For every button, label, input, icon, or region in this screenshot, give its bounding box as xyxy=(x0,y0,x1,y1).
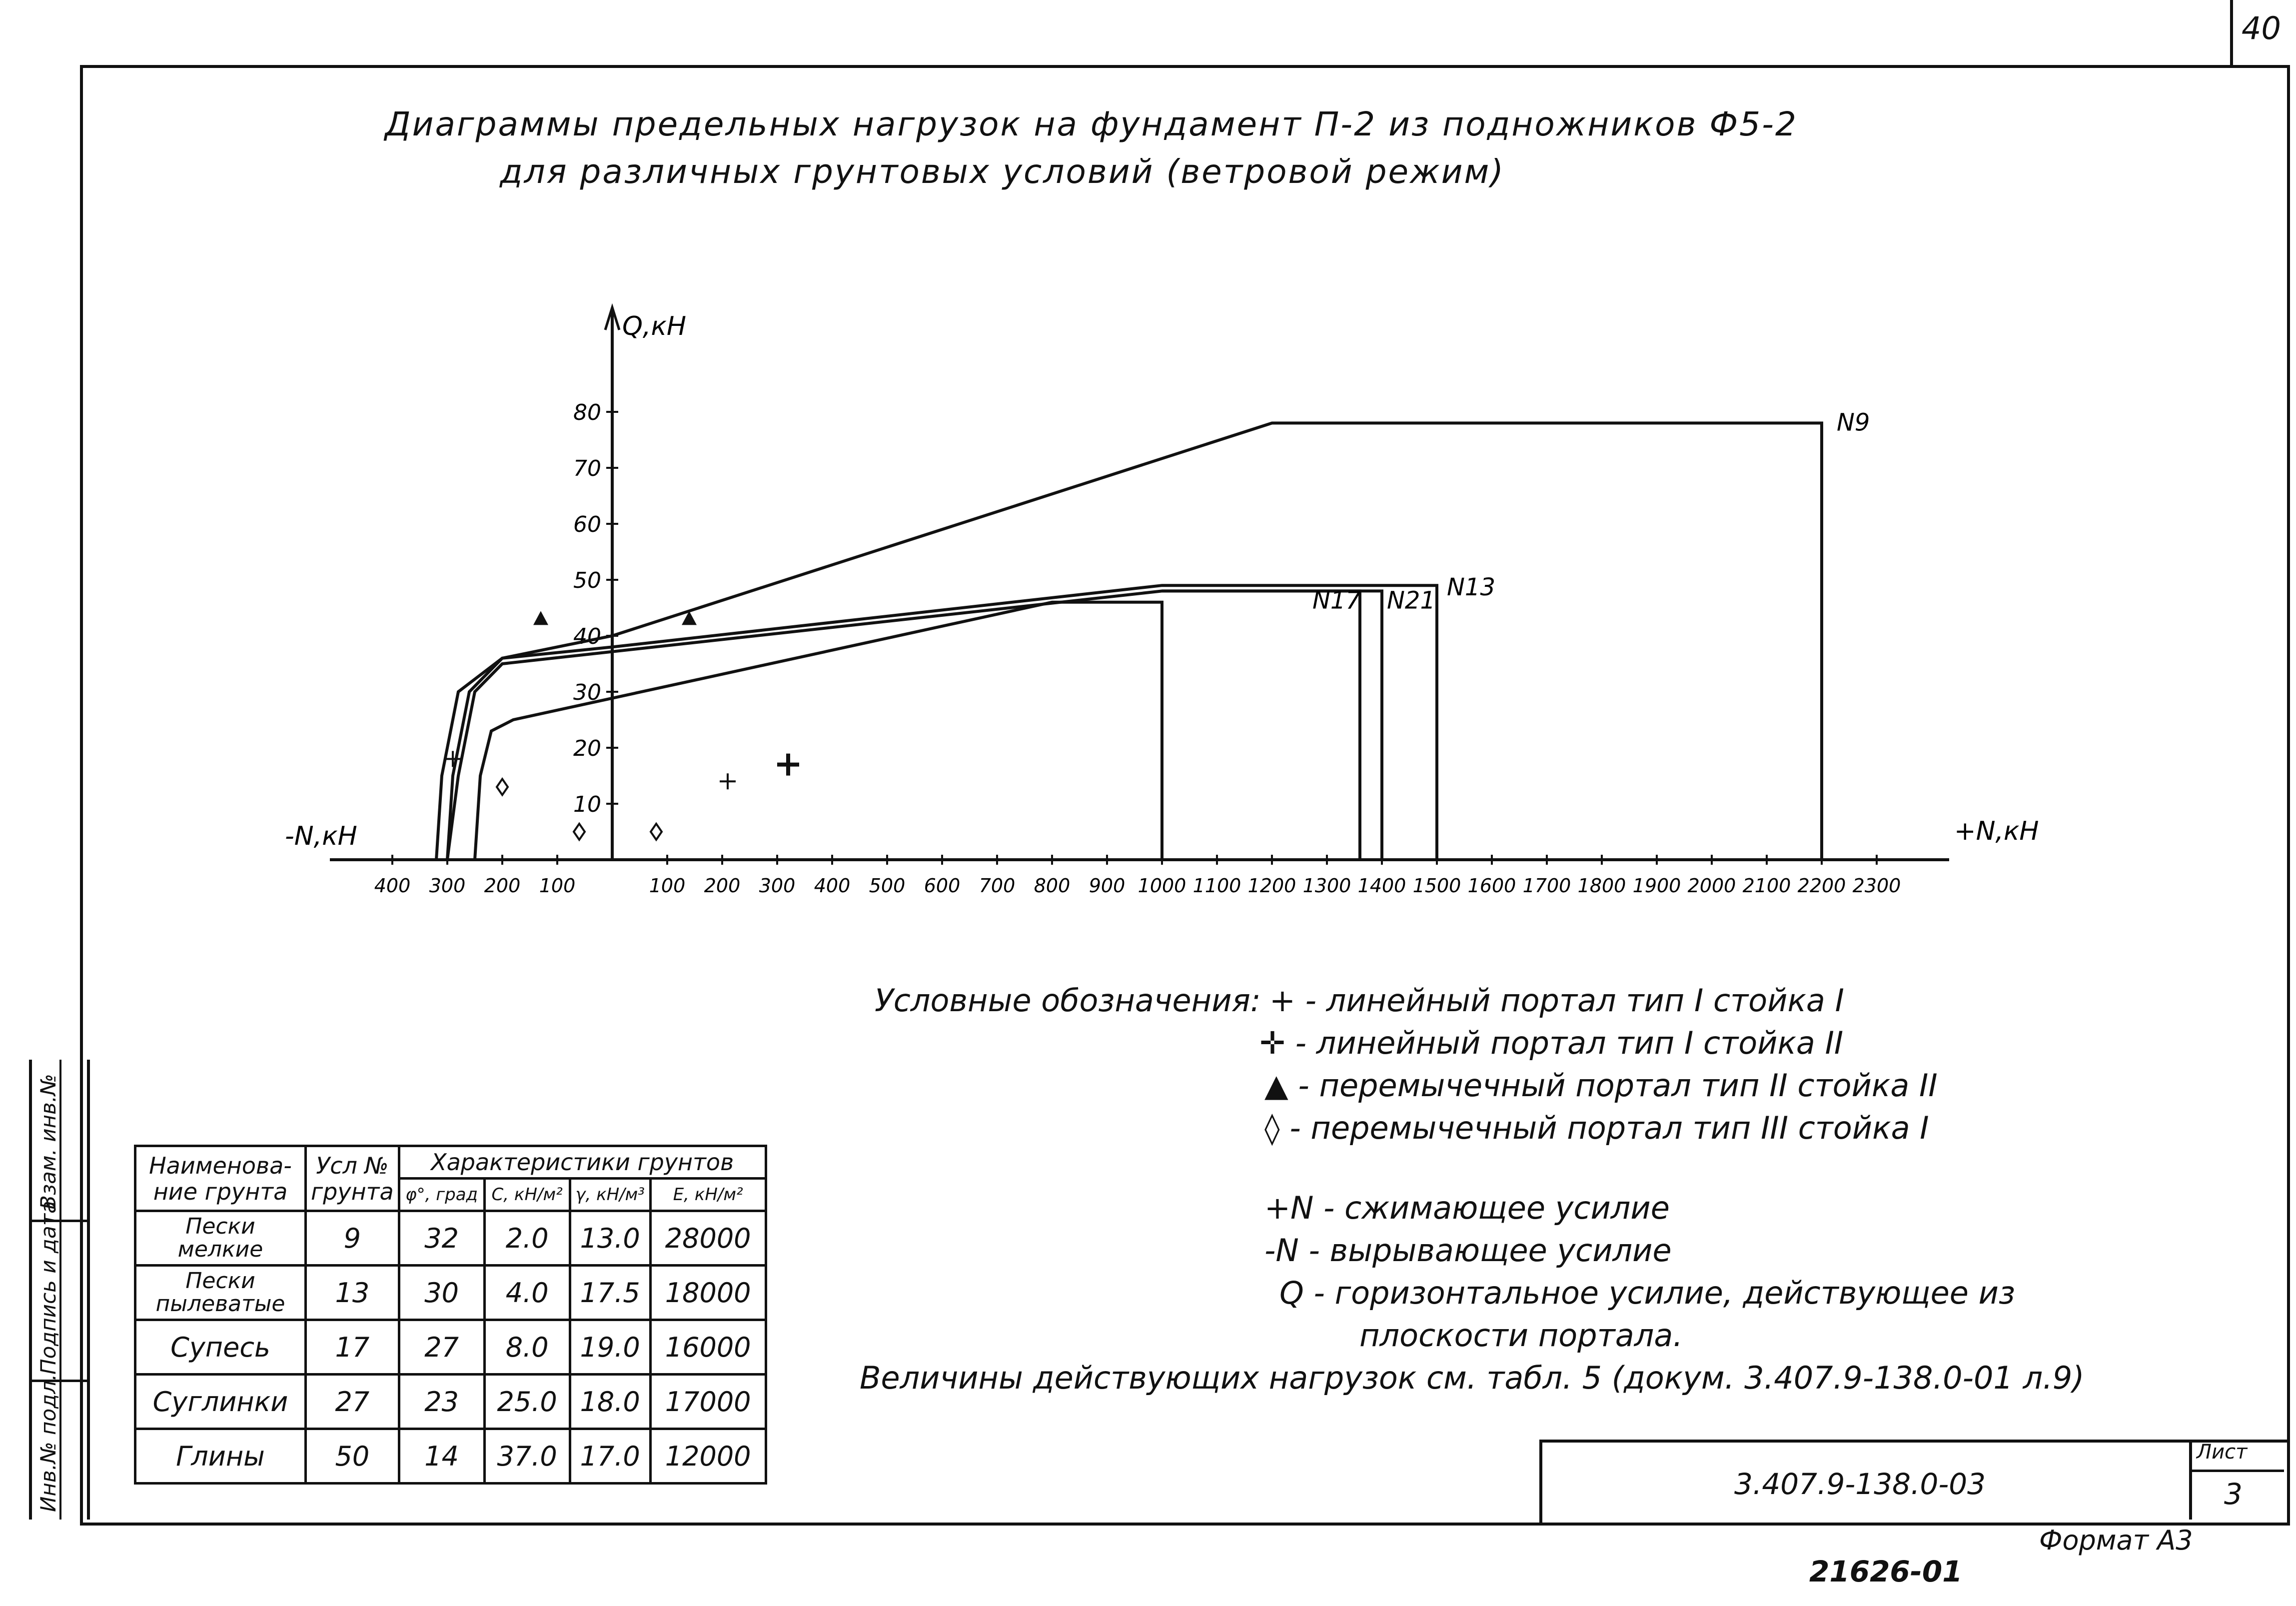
x-tick-label: 200 xyxy=(484,875,521,897)
marker-plus xyxy=(720,773,736,789)
legend-note: Q - горизонтальное усилие, действующее из xyxy=(1279,1275,2015,1311)
table-row xyxy=(135,1266,766,1320)
table-header: Характеристики грунтов xyxy=(399,1146,766,1179)
legend-item: ◊ - перемычечный портал тип III стойка I xyxy=(1264,1110,1929,1146)
table-cell: 13.0 xyxy=(570,1211,650,1266)
side-stamp xyxy=(29,1060,90,1520)
table-cell: 9 xyxy=(306,1211,399,1266)
side-stamp-label: Подпись и дата xyxy=(36,1201,60,1375)
table-cell: 27 xyxy=(399,1320,484,1375)
legend-footer: Величины действующих нагрузок см. табл. 5 (докум. 3.407.9-138.0-01 л.9) xyxy=(860,1360,2085,1396)
marker-diamond xyxy=(651,824,662,840)
table-cell: 32 xyxy=(399,1211,484,1266)
marker-diamond xyxy=(574,824,585,840)
marker-plus xyxy=(777,754,799,776)
x-tick-label: 1000 xyxy=(1138,875,1186,897)
x-tick-label: 500 xyxy=(869,875,906,897)
x-tick-label: 1300 xyxy=(1302,875,1351,897)
page-number: 40 xyxy=(2242,10,2281,46)
table-cell: 25.0 xyxy=(484,1375,570,1429)
series-line xyxy=(1162,591,1360,860)
table-cell: Супесь xyxy=(135,1320,306,1375)
table-cell: 16000 xyxy=(650,1320,766,1375)
table-cell: 4.0 xyxy=(484,1266,570,1320)
series-label: N21 xyxy=(1387,586,1435,615)
table-cell: 50 xyxy=(306,1429,399,1484)
title-block-divider xyxy=(2189,1440,2192,1520)
x-tick-label: 600 xyxy=(924,875,961,897)
format-label: Формат А3 xyxy=(2039,1525,2193,1556)
x-tick-label: 200 xyxy=(704,875,741,897)
side-stamp-label: Инв.№ подл. xyxy=(36,1374,60,1512)
table-cell: Пески мелкие xyxy=(135,1211,306,1266)
x-tick-label: 1700 xyxy=(1522,875,1571,897)
table-cell: Суглинки xyxy=(135,1375,306,1429)
y-tick-label: 50 xyxy=(573,568,601,593)
series-label: N17 xyxy=(1312,586,1361,615)
legend-item: + - линейный портал тип I стойка I xyxy=(1269,982,1844,1019)
x-tick-label: 400 xyxy=(814,875,851,897)
x-axis-pos-label: +N,кН xyxy=(1954,816,2039,846)
table-subheader: φ°, град xyxy=(399,1179,484,1211)
table-cell: 18.0 xyxy=(570,1375,650,1429)
x-tick-label: 1900 xyxy=(1632,875,1681,897)
table-cell: 17.5 xyxy=(570,1266,650,1320)
y-tick-label: 40 xyxy=(573,624,601,649)
table-cell: 30 xyxy=(399,1266,484,1320)
chart-title-line1: Диаграммы предельных нагрузок на фундамент П-2 из подножников Ф5-2 xyxy=(385,105,1798,143)
legend-item: ▲ - перемычечный портал тип II стойка II xyxy=(1264,1067,1938,1104)
x-tick-label: 300 xyxy=(429,875,466,897)
side-stamp-label: Взам. инв.№ xyxy=(36,1074,60,1210)
x-tick-label: 900 xyxy=(1089,875,1126,897)
table-header: Наименова-ние грунта xyxy=(135,1146,306,1211)
y-tick-label: 80 xyxy=(573,400,601,425)
table-subheader: C, кН/м² xyxy=(484,1179,570,1211)
table-header: Усл № грунта xyxy=(306,1146,399,1211)
y-tick-label: 70 xyxy=(573,456,601,481)
table-cell: 19.0 xyxy=(570,1320,650,1375)
table-row xyxy=(135,1211,766,1266)
x-tick-label: 300 xyxy=(759,875,796,897)
series-label: N9 xyxy=(1837,408,1870,437)
series-line xyxy=(436,423,1822,860)
sheet-number: 3 xyxy=(2224,1477,2243,1511)
table-cell: 2.0 xyxy=(484,1211,570,1266)
table-cell: Пески пылеватые xyxy=(135,1266,306,1320)
table-cell: 23 xyxy=(399,1375,484,1429)
marker-diamond xyxy=(497,779,508,795)
x-tick-label: 2100 xyxy=(1742,875,1791,897)
table-row xyxy=(135,1429,766,1484)
table-cell: 28000 xyxy=(650,1211,766,1266)
table-cell: 8.0 xyxy=(484,1320,570,1375)
table-cell: 17000 xyxy=(650,1375,766,1429)
table-cell: 13 xyxy=(306,1266,399,1320)
table-cell: 17 xyxy=(306,1320,399,1375)
x-tick-label: 1600 xyxy=(1467,875,1516,897)
legend-item: ✛ - линейный портал тип I стойка II xyxy=(1259,1025,1844,1061)
chart-title-line2: для различных грунтовых условий (ветровой режим) xyxy=(500,152,1505,191)
x-tick-label: 400 xyxy=(374,875,411,897)
legend-note: -N - вырывающее усилие xyxy=(1264,1232,1672,1269)
marker-triangle xyxy=(533,611,548,625)
table-row xyxy=(135,1320,766,1375)
table-cell: 18000 xyxy=(650,1266,766,1320)
x-tick-label: 100 xyxy=(539,875,576,897)
x-tick-label: 2000 xyxy=(1687,875,1736,897)
document-number: 3.407.9-138.0-03 xyxy=(1734,1467,1986,1501)
legend-heading: Условные обозначения: xyxy=(875,982,1261,1019)
table-cell: 37.0 xyxy=(484,1429,570,1484)
x-tick-label: 700 xyxy=(979,875,1016,897)
x-tick-label: 1800 xyxy=(1577,875,1626,897)
x-tick-label: 2200 xyxy=(1797,875,1846,897)
archive-number: 21626-01 xyxy=(1809,1555,1963,1589)
x-tick-label: 1500 xyxy=(1412,875,1461,897)
x-tick-label: 1200 xyxy=(1247,875,1296,897)
table-cell: 27 xyxy=(306,1375,399,1429)
table-cell: Глины xyxy=(135,1429,306,1484)
x-axis-neg-label: -N,кН xyxy=(285,821,357,851)
x-tick-label: 100 xyxy=(649,875,686,897)
table-subheader: γ, кН/м³ xyxy=(570,1179,650,1211)
x-tick-label: 1400 xyxy=(1357,875,1406,897)
x-tick-label: 800 xyxy=(1034,875,1071,897)
soil-properties-table xyxy=(134,1145,767,1485)
y-tick-label: 30 xyxy=(573,680,601,705)
series-label: N13 xyxy=(1447,573,1495,602)
table-cell: 12000 xyxy=(650,1429,766,1484)
sheet-label: Лист xyxy=(2197,1441,2248,1464)
y-tick-label: 10 xyxy=(573,792,601,817)
table-cell: 14 xyxy=(399,1429,484,1484)
y-axis-label: Q,кН xyxy=(622,311,686,341)
x-tick-label: 1100 xyxy=(1192,875,1241,897)
x-tick-label: 2300 xyxy=(1852,875,1901,897)
legend-note: плоскости портала. xyxy=(1359,1317,1683,1354)
y-tick-label: 20 xyxy=(573,736,601,761)
legend-note: +N - сжимающее усилие xyxy=(1264,1190,1670,1226)
table-subheader: E, кН/м² xyxy=(650,1179,766,1211)
y-tick-label: 60 xyxy=(573,512,601,537)
table-row xyxy=(135,1375,766,1429)
title-block-divider xyxy=(2189,1470,2284,1472)
table-cell: 17.0 xyxy=(570,1429,650,1484)
